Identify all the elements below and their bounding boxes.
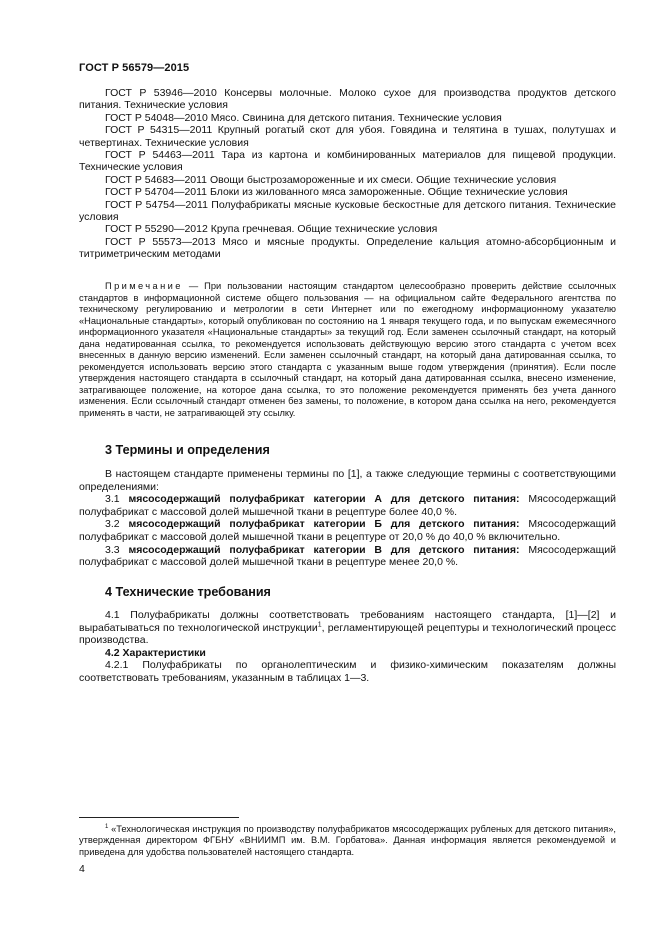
term-text: Мясосодержащий полуфабрикат с массовой долей мышечной ткани в рецептуре от 20,0 % до 40,0 % включительно.	[79, 518, 617, 543]
term-definition	[79, 493, 616, 518]
section-3-title: 3 Термины и определения	[105, 443, 270, 457]
reference-item: ГОСТ Р 55290—2012 Крупа гречневая. Общие технические условия	[105, 223, 438, 236]
footnote-divider	[79, 817, 239, 818]
footnote-ref[interactable]: 1	[317, 621, 322, 629]
page-number: 4	[79, 863, 85, 875]
reference-item: ГОСТ Р 54704—2011 Блоки из жилованного мяса замороженные. Общие технические условия	[105, 186, 568, 199]
term-text: Мясосодержащий полуфабрикат с массовой долей мышечной ткани в рецептуре более 40,0 %.	[79, 493, 616, 518]
reference-item: ГОСТ Р 54315—2011 Крупный рогатый скот для убоя. Говядина и телятина в тушах, полутушах и четвертинах. Технические условия	[79, 124, 616, 149]
document-header: ГОСТ Р 56579—2015	[79, 62, 190, 74]
term-name: мясосодержащий полуфабрикат категории В для детского питания:	[128, 543, 520, 556]
section-3-body	[79, 468, 616, 569]
section-4-title: 4 Технические требования	[105, 585, 271, 599]
term-text: Мясосодержащий полуфабрикат с массовой долей мышечной ткани в рецептуре менее 20,0 %.	[79, 543, 616, 569]
subsection-4-2-title: 4.2 Характеристики	[105, 646, 206, 659]
note-label: Примечание	[105, 281, 183, 291]
term-name: мясосодержащий полуфабрикат категории Б для детского питания:	[128, 518, 520, 531]
term-number: 3.2	[105, 518, 120, 531]
term-definition	[79, 544, 616, 569]
reference-item: ГОСТ Р 54463—2011 Тара из картона и комбинированных материалов для пищевой продукции. Технические условия	[79, 149, 616, 174]
section-3-intro: В настоящем стандарте применены термины по [1], а также следующие термины с соответствующими определениями:	[79, 468, 616, 493]
reference-item: ГОСТ Р 55573—2013 Мясо и мясные продукты. Определение кальция атомно-абсорбционным и титриметрическим методами	[79, 235, 616, 261]
clause-4-1-text-end: , регламентирующей рецептуры и технологический процесс производства.	[79, 621, 616, 647]
reference-item: ГОСТ Р 54683—2011 Овощи быстрозамороженные и их смеси. Общие технические условия	[105, 173, 557, 186]
footnote-marker: 1	[105, 823, 109, 830]
section-4-body	[79, 609, 616, 685]
footnote	[79, 824, 616, 858]
term-name: мясосодержащий полуфабрикат категории А для детского питания:	[128, 493, 520, 506]
note-block	[79, 281, 616, 419]
clause-4-2-1: 4.2.1 Полуфабрикаты по органолептическим и физико-химическим показателям должны соответствовать требованиям, указанным в таблицах 1—3.	[79, 659, 616, 684]
reference-item: ГОСТ Р 54754—2011 Полуфабрикаты мясные кусковые бескостные для детского питания. Технические условия	[79, 198, 616, 224]
term-number: 3.3	[105, 543, 120, 556]
reference-item: ГОСТ Р 53946—2010 Консервы молочные. Молоко сухое для производства продуктов детского питания. Технические условия	[79, 87, 616, 112]
term-definition	[79, 518, 616, 543]
clause-4-1-text: 4.1 Полуфабрикаты должны соответствовать требованиям настоящего стандарта, [1]—[2] и вырабатываться по технологической инструкции	[79, 609, 616, 634]
term-number: 3.1	[105, 493, 120, 506]
clause-4-1	[79, 609, 616, 647]
reference-item: ГОСТ Р 54048—2010 Мясо. Свинина для детского питания. Технические условия	[105, 111, 502, 124]
references-list	[79, 87, 616, 261]
note-text: — При пользовании настоящим стандартом целесообразно проверить действие ссылочных стандартов в информационной системе общего пользования — на официальном сайте Федерального агентства по техническому регулированию и метрологии в сети Интернет или по ежегодному информационному указателю «Национальные стандарты», который опубликован по состоянию на 1 января текущего года, и по выпускам ежемесячного информационного указателя «Национальные стандарты» за текущий год. Если заменен ссылочный стандарт, на который дана недатированная ссылка, то рекомендуется использовать действующую версию этого стандарта с учетом всех внесенных в данную версию изменений. Если заменен ссылочный стандарт, на который дана датированная ссылка, то рекомендуется использовать версию этого стандарта с указанным выше годом утверждения (принятия). Если после утверждения настоящего стандарта в ссылочный стандарт, на который дана датированная ссылка, внесено изменение, затрагивающее положение, на которое дана ссылка, то это положение рекомендуется применять без учета данного изменения. Если ссылочный стандарт отменен без замены, то положение, в котором дана ссылка на него, рекомендуется применять в части, не затрагивающей эту ссылку.	[79, 281, 616, 418]
footnote-text: «Технологическая инструкция по производству полуфабрикатов мясосодержащих рубленых для детского питания», утвержденная директором ФГБНУ «ВНИИМП им. В.М. Горбатова». Данная информация является рекомендуемой и приведена для удобства пользователей настоящего стандарта.	[79, 824, 616, 857]
